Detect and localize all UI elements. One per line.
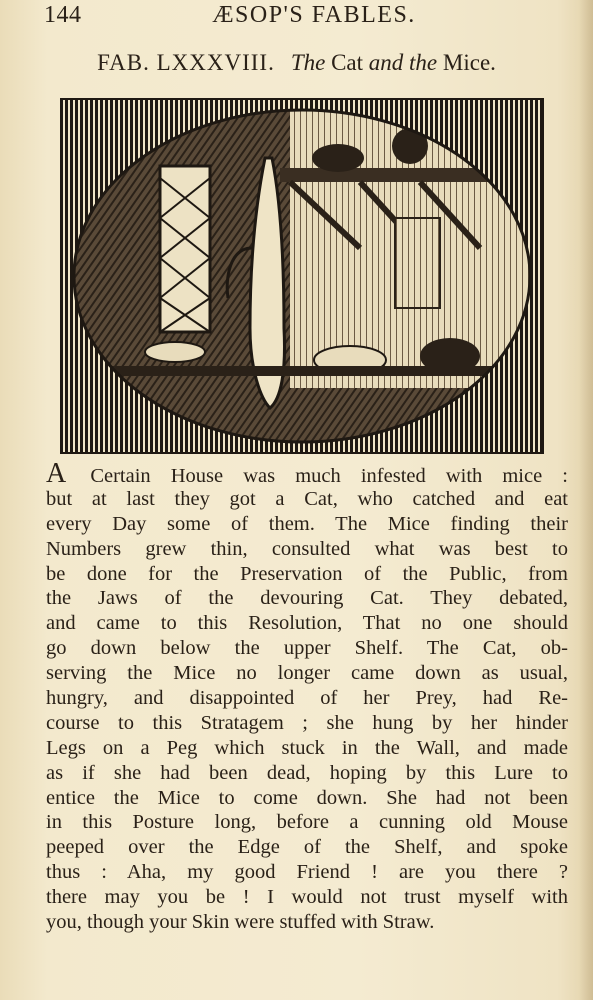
drop-cap: A xyxy=(46,458,67,489)
text-line: and came to this Resolution, That no one should xyxy=(46,612,568,635)
fable-heading xyxy=(0,50,593,76)
text-line: serving the Mice no longer came down as usual, xyxy=(46,662,568,685)
hanging-cloth xyxy=(395,218,440,308)
fable-title-and-the: and the xyxy=(368,50,438,75)
text-line: every Day some of them. The Mice finding their xyxy=(46,512,568,535)
book-title: ÆSOP'S FABLES. xyxy=(212,2,416,28)
text-line: as if she had been dead, hoping by this Lure to xyxy=(46,761,568,784)
fable-title-cat: Cat xyxy=(331,50,364,75)
fable-title-the: The xyxy=(290,50,326,75)
table-top xyxy=(100,366,520,376)
text-line: entice the Mice to come down. She had not been xyxy=(46,786,568,809)
pot-on-table xyxy=(145,342,205,362)
woodcut-illustration xyxy=(60,98,544,454)
text-line: Legs on a Peg which stuck in the Wall, and made xyxy=(46,736,568,759)
text-line: peeped over the Edge of the Shelf, and spoke xyxy=(46,836,568,859)
wall-shelf xyxy=(280,168,500,182)
fable-title-mice: Mice. xyxy=(442,50,496,75)
window-lattice xyxy=(160,166,210,332)
text-line: there may you be ! I would not trust myself with xyxy=(46,886,568,909)
running-head xyxy=(44,2,563,32)
text-line: course to this Stratagem ; she hung by her hinder xyxy=(46,711,568,734)
fable-text xyxy=(46,458,568,935)
text-line: go down below the upper Shelf. The Cat, ob- xyxy=(46,637,568,660)
text-line: A Certain House was much infested with mice : xyxy=(46,458,568,489)
text-line: Numbers grew thin, consulted what was best to xyxy=(46,537,568,560)
mouse-on-shelf xyxy=(312,144,364,172)
text-line: the Jaws of the devouring Cat. They debated, xyxy=(46,587,568,610)
text-line: be done for the Preservation of the Public, from xyxy=(46,562,568,585)
text-line: in this Posture long, before a cunning old Mouse xyxy=(46,811,568,834)
page-edge-shadow xyxy=(579,0,593,1000)
text-line: you, though your Skin were stuffed with Straw. xyxy=(46,911,435,934)
text-line: hungry, and disappointed of her Prey, had Re- xyxy=(46,687,568,710)
fable-number: FAB. LXXXVIII. xyxy=(97,50,275,75)
text-line: thus : Aha, my good Friend ! are you there ? xyxy=(46,861,568,884)
text-line: but at last they got a Cat, who catched and eat xyxy=(46,487,568,510)
page-number: 144 xyxy=(44,2,82,28)
